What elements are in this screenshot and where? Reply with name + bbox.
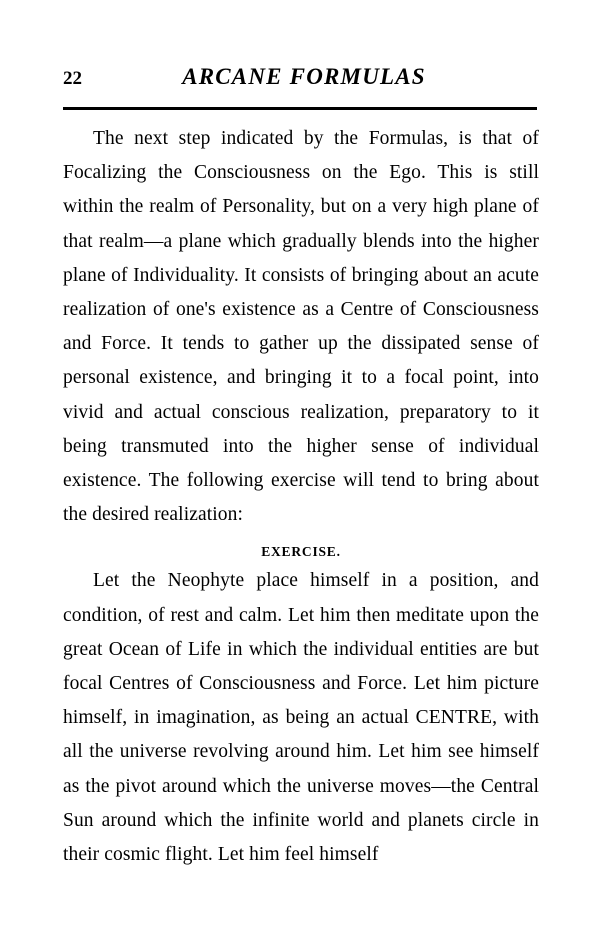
exercise-heading: EXERCISE.: [261, 544, 341, 560]
page-number: 22: [63, 68, 82, 89]
body-paragraph-1: The next step indicated by the Formulas, is that of Focalizing the Consciousness on the Ego. This is still within the realm of Personality, but on a very high plane of that realm—a plane which gradually blends into the higher plane of Individuality. It consists of bringing about an acute realization of one's existence as a Centre of Consciousness and Force. It tends to gather up the dissipated sense of personal existence, and bringing it to a focal point, into vivid and actual conscious realization, preparatory to it being transmuted into the higher sense of individual existence. The following exercise will tend to bring about the desired realization:: [63, 128, 539, 526]
page-header: [63, 64, 537, 90]
header-rule: [63, 107, 537, 110]
body-paragraph-2: Let the Neophyte place himself in a position, and condition, of rest and calm. Let him then meditate upon the great Ocean of Life in which the individual entities are but focal Centres of Consciousness and Force. Let him picture himself, in imagination, as being an actual CENTRE, with all the universe revolving around him. Let him see himself as the pivot around which the universe moves—the Central Sun around which the infinite world and planets circle in their cosmic flight. Let him feel himself: [63, 570, 539, 866]
running-title: ARCANE FORMULAS: [182, 64, 426, 89]
page-body: [63, 122, 539, 872]
